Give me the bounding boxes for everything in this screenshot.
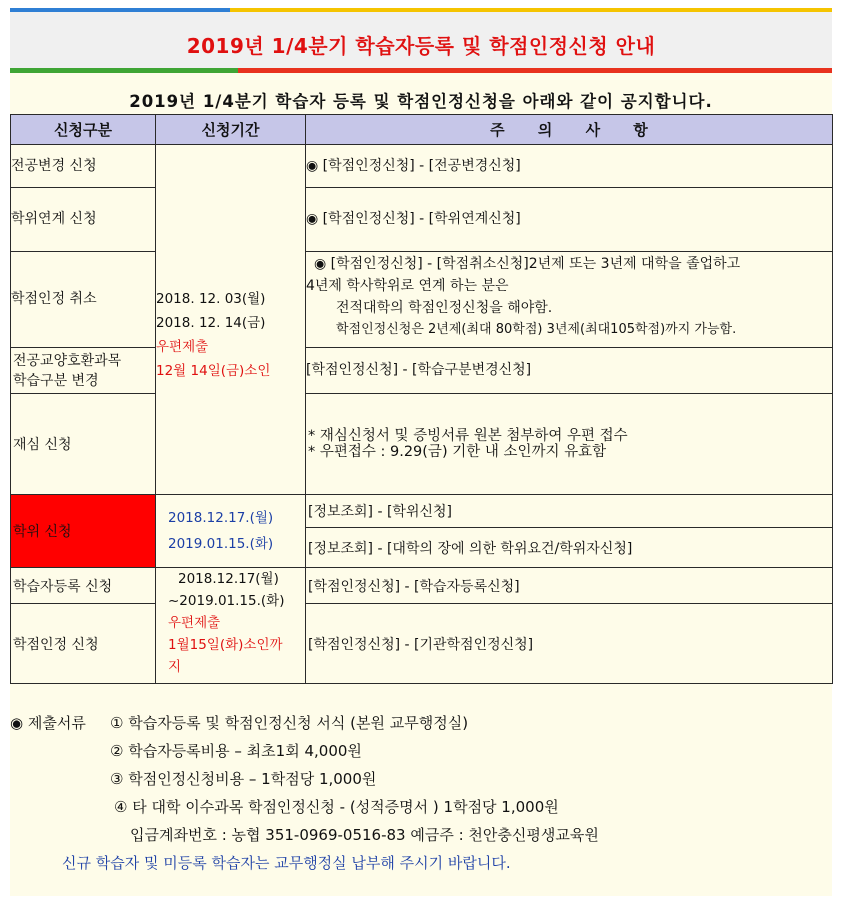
note-degree-apply-1: [정보조회] - [학위신청]: [306, 495, 833, 528]
header-category: 신청구분: [11, 115, 156, 145]
credit-cancel-line1: ◉ [학점인정신청] - [학점취소신청]2년제 또는 3년제 대학을 졸업하고: [314, 256, 741, 272]
period-start: 2018. 12. 03(월): [156, 290, 266, 307]
period-group-3: [156, 568, 306, 684]
group3-start: 2018.12.17(월): [178, 571, 279, 587]
notice-page: [10, 8, 832, 896]
closing-message: 신규 학습자 및 미등록 학습자는 교무행정실 납부해 주시기 바랍니다.: [62, 854, 511, 872]
docs-label: ◉ 제출서류: [10, 714, 86, 732]
note-learner-reg: [학점인정신청] - [학습자등록신청]: [306, 568, 833, 604]
notice-text: 2019년 1/4분기 학습자 등록 및 학점인정신청을 아래와 같이 공지합니다.: [129, 92, 713, 111]
period-end: 2018. 12. 14(금): [156, 314, 266, 331]
category-learner-reg: 학습자등록 신청: [11, 568, 156, 604]
note-category-change: [학점인정신청] - [학습구분변경신청]: [306, 348, 833, 394]
category-credit-apply: 학점인정 신청: [11, 604, 156, 684]
note-degree-link: ◉ [학점인정신청] - [학위연계신청]: [306, 188, 833, 252]
doc-item-3: ③ 학점인정신청비용 – 1학점당 1,000원: [110, 770, 377, 788]
category-credit-cancel: 학점인정 취소: [11, 252, 156, 348]
page-title: 2019년 1/4분기 학습자등록 및 학점인정신청 안내: [186, 34, 656, 58]
schedule-table: [10, 114, 833, 684]
header-period: 신청기간: [156, 115, 306, 145]
category-degree-apply: 학위 신청: [11, 495, 156, 568]
header-notes: 주 의 사 항: [306, 115, 833, 145]
credit-cancel-line4: 학점인정신청은 2년제(최대 80학점) 3년제(최대105학점)까지 가능함.: [336, 322, 737, 337]
note-degree-apply-2: [정보조회] - [대학의 장에 의한 학위요건/학위자신청]: [306, 528, 833, 568]
note-reapply: [306, 394, 833, 495]
doc-item-2: ② 학습자등록비용 – 최초1회 4,000원: [110, 742, 362, 760]
degree-period-start: 2018.12.17.(월): [168, 510, 274, 526]
note-credit-cancel: [306, 252, 833, 348]
doc-item-4: ④ 타 대학 이수과목 학점인정신청 - (성적증명서 ) 1학점당 1,000원: [114, 798, 559, 816]
note-major-change: ◉ [학점인정신청] - [전공변경신청]: [306, 145, 833, 188]
category-major-change: 전공변경 신청: [11, 145, 156, 188]
bottom-color-bar: [10, 68, 832, 73]
doc-item-1: ① 학습자등록 및 학점인정신청 서식 (본원 교무행정실): [110, 714, 469, 732]
period-postmark: 12월 14일(금)소인: [156, 362, 271, 379]
reapply-line2: * 우편접수 : 9.29(금) 기한 내 소인까지 유효함: [308, 444, 607, 460]
period-group-1: [156, 145, 306, 495]
category-category-change: [11, 348, 156, 394]
group3-postmark-end: 지: [168, 659, 182, 675]
category-change-line2: 학습구분 변경: [13, 372, 99, 389]
period-degree-apply: [156, 495, 306, 568]
category-change-line1: 전공교양호환과목: [13, 352, 122, 369]
period-mail-label: 우편제출: [156, 338, 209, 355]
group3-postmark: 1월15일(화)소인까: [168, 637, 283, 653]
degree-period-end: 2019.01.15.(화): [168, 536, 274, 552]
category-degree-link: 학위연계 신청: [11, 188, 156, 252]
category-reapply: 재심 신청: [11, 394, 156, 495]
group3-end: ~2019.01.15.(화): [168, 593, 285, 609]
credit-cancel-line2: 4년제 학사학위로 연계 하는 분은: [306, 278, 509, 294]
reapply-line1: * 재심신청서 및 증빙서류 원본 첨부하여 우편 접수: [308, 428, 628, 444]
note-credit-apply: [학점인정신청] - [기관학점인정신청]: [306, 604, 833, 684]
credit-cancel-line3: 전적대학의 학점인정신청을 해야함.: [336, 300, 553, 316]
group3-mail-label: 우편제출: [168, 615, 221, 631]
account-info: 입금계좌번호 : 농협 351-0969-0516-83 예금주 : 천안충신평생교육원: [130, 826, 599, 844]
